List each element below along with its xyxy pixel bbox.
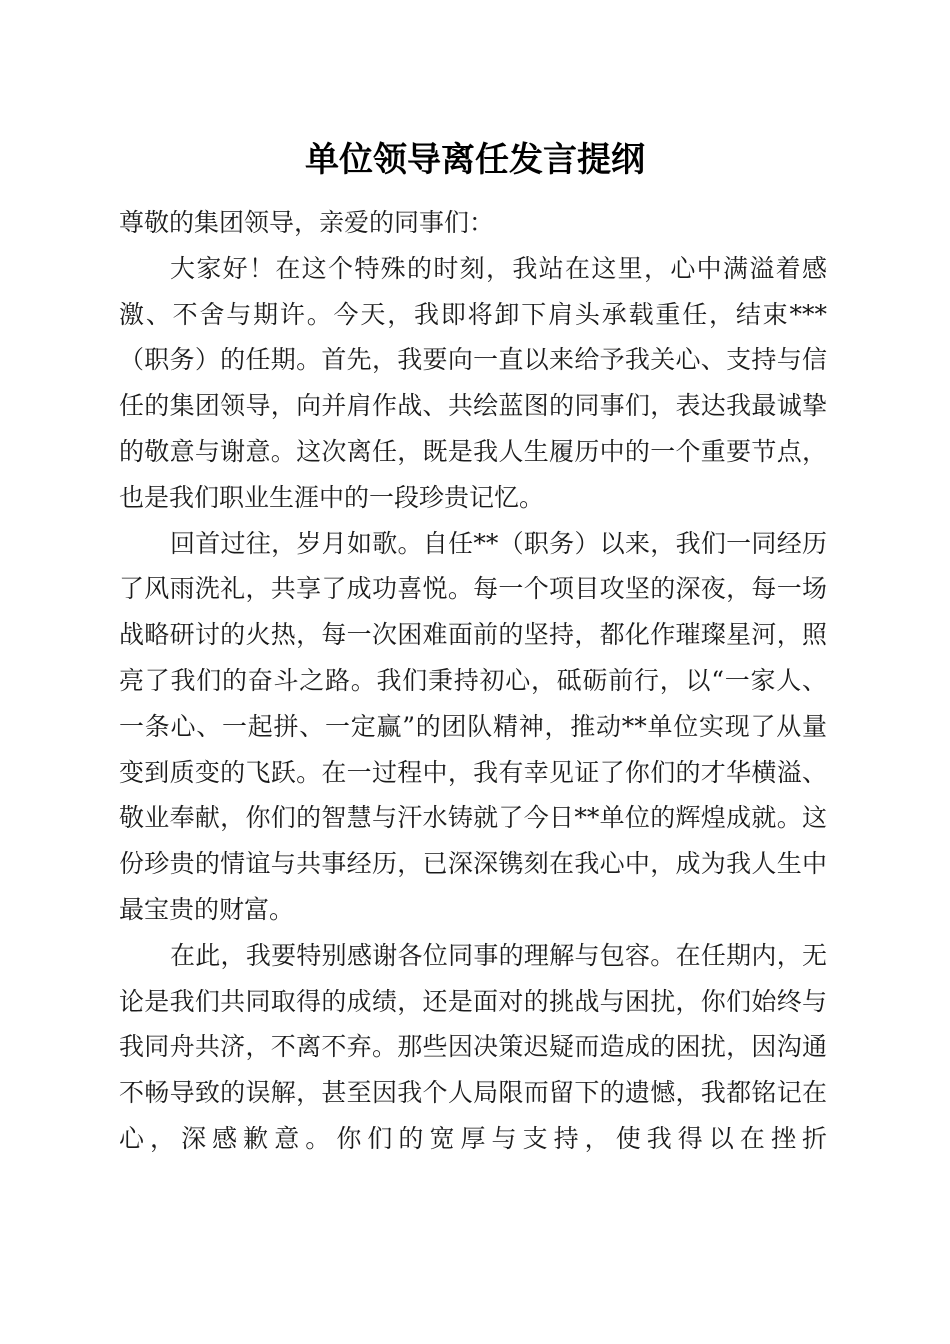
paragraph-1: 大家好！在这个特殊的时刻，我站在这里，心中满溢着感激、不舍与期许。今天，我即将卸下肩头承载重任，结束***（职务）的任期。首先，我要向一直以来给予我关心、支持与信任的集团领导，向并肩作战、共绘蓝图的同事们，表达我最诚挚的敬意与谢意。这次离任，既是我人生履历中的一个重要节点，也是我们职业生涯中的一段珍贵记忆。 — [119, 253, 827, 512]
salutation: 尊敬的集团领导，亲爱的同事们： — [119, 208, 495, 237]
document-body — [119, 200, 827, 1162]
paragraph-2: 回首过往，岁月如歌。自任**（职务）以来，我们一同经历了风雨洗礼，共享了成功喜悦。每一个项目攻坚的深夜，每一场战略研讨的火热，每一次困难面前的坚持，都化作璀璨星河，照亮了我们的奋斗之路。我们秉持初心，砥砺前行，以“一家人、一条心、一起拼、一定赢”的团队精神，推动**单位实现了从量变到质变的飞跃。在一过程中，我有幸见证了你们的才华横溢、敬业奉献，你们的智慧与汗水铸就了今日**单位的辉煌成就。这份珍贵的情谊与共事经历，已深深镌刻在我心中，成为我人生中最宝贵的财富。 — [119, 528, 827, 924]
paragraph-3: 在此，我要特别感谢各位同事的理解与包容。在任期内，无论是我们共同取得的成绩，还是面对的挑战与困扰，你们始终与我同舟共济，不离不弃。那些因决策迟疑而造成的困扰，因沟通不畅导致的误解，甚至因我个人局限而留下的遗憾，我都铭记在心，深感歉意。你们的宽厚与支持，使我得以在挫折 — [119, 940, 827, 1153]
document-title: 单位领导离任发言提纲 — [305, 140, 645, 180]
